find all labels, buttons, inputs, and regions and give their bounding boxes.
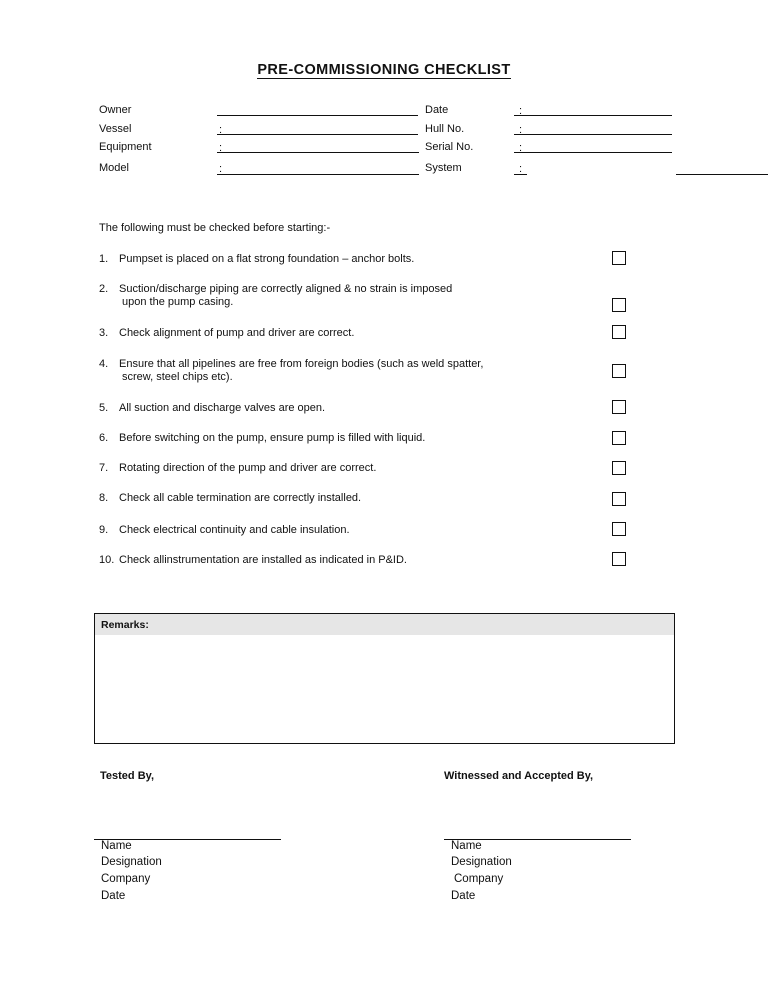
checklist-checkbox-4[interactable] — [612, 364, 626, 378]
checklist-item-text: Pumpset is placed on a flat strong foundation – anchor bolts. — [119, 253, 415, 265]
checklist-item-number: 1. — [99, 253, 109, 265]
checklist-item-text-continued: upon the pump casing. — [122, 296, 234, 308]
remarks-header — [95, 614, 674, 635]
checklist-item-number: 10. — [99, 554, 115, 566]
tested-by-heading: Tested By, — [100, 770, 154, 782]
equipment-label: Equipment — [99, 141, 152, 153]
checklist-checkbox-1[interactable] — [612, 251, 626, 265]
witnessed-designation-label: Designation — [451, 856, 512, 868]
remarks-divider — [674, 658, 675, 672]
checklist-item-number: 9. — [99, 524, 109, 536]
remarks-divider — [674, 680, 675, 694]
model-colon: : — [219, 163, 223, 175]
checklist-item-text: All suction and discharge valves are open. — [119, 402, 326, 414]
remarks-box[interactable] — [94, 613, 675, 744]
hull-no-label: Hull No. — [425, 123, 465, 135]
witnessed-date-label: Date — [451, 890, 476, 902]
witnessed-company-label: Company — [454, 873, 504, 885]
equipment-field[interactable] — [217, 152, 419, 153]
checklist-checkbox-9[interactable] — [612, 522, 626, 536]
vessel-label: Vessel — [99, 123, 132, 135]
vessel-field[interactable] — [217, 134, 418, 135]
tested-company-label: Company — [101, 873, 151, 885]
checklist-item-text: Check allinstrumentation are installed as indicated in P&ID. — [119, 554, 407, 566]
serial-no-label: Serial No. — [425, 141, 474, 153]
checklist-item-number: 4. — [99, 358, 109, 370]
date-field[interactable] — [514, 115, 672, 116]
checklist-item-text: Before switching on the pump, ensure pump is filled with liquid. — [119, 432, 426, 444]
checklist-item-number: 8. — [99, 492, 109, 504]
checklist-item-text: Check electrical continuity and cable insulation. — [119, 524, 350, 536]
equipment-colon: : — [219, 142, 223, 154]
owner-field[interactable] — [217, 115, 418, 116]
hull-no-field[interactable] — [514, 134, 672, 135]
owner-label: Owner — [99, 104, 132, 116]
date-label: Date — [425, 104, 449, 116]
intro-text: The following must be checked before starting:- — [99, 222, 331, 234]
checklist-item-number: 6. — [99, 432, 109, 444]
checklist-checkbox-6[interactable] — [612, 431, 626, 445]
hull-no-colon: : — [519, 124, 523, 136]
system-field[interactable] — [514, 174, 527, 175]
checklist-item-text: Suction/discharge piping are correctly aligned & no strain is imposed — [119, 283, 453, 295]
tested-designation-label: Designation — [101, 856, 162, 868]
checklist-checkbox-10[interactable] — [612, 552, 626, 566]
checklist-item-text-continued: screw, steel chips etc). — [122, 371, 233, 383]
checklist-item-number: 3. — [99, 327, 109, 339]
witnessed-name-label: Name — [451, 840, 482, 852]
tested-name-label: Name — [101, 840, 132, 852]
checklist-item-text: Check all cable termination are correctly installed. — [119, 492, 362, 504]
checklist-item-number: 7. — [99, 462, 109, 474]
tested-date-label: Date — [101, 890, 126, 902]
serial-no-colon: : — [519, 142, 523, 154]
checklist-item-text: Rotating direction of the pump and driver are correct. — [119, 462, 377, 474]
checklist-checkbox-8[interactable] — [612, 492, 626, 506]
model-label: Model — [99, 162, 129, 174]
remarks-label: Remarks: — [101, 619, 149, 631]
checklist-item-number: 5. — [99, 402, 109, 414]
checklist-item-number: 2. — [99, 283, 109, 295]
page-title: PRE-COMMISSIONING CHECKLIST — [257, 62, 511, 78]
checklist-checkbox-3[interactable] — [612, 325, 626, 339]
witnessed-by-heading: Witnessed and Accepted By, — [444, 770, 594, 782]
system-field-extension[interactable] — [676, 174, 768, 175]
model-field[interactable] — [217, 174, 419, 175]
remarks-divider — [674, 702, 675, 716]
checklist-item-text: Check alignment of pump and driver are correct. — [119, 327, 355, 339]
checklist-checkbox-5[interactable] — [612, 400, 626, 414]
checklist-checkbox-2[interactable] — [612, 298, 626, 312]
vessel-colon: : — [219, 124, 223, 136]
date-colon: : — [519, 105, 523, 117]
serial-no-field[interactable] — [514, 152, 672, 153]
checklist-checkbox-7[interactable] — [612, 461, 626, 475]
system-colon: : — [519, 163, 523, 175]
system-label: System — [425, 162, 462, 174]
checklist-item-text: Ensure that all pipelines are free from foreign bodies (such as weld spatter, — [119, 358, 484, 370]
